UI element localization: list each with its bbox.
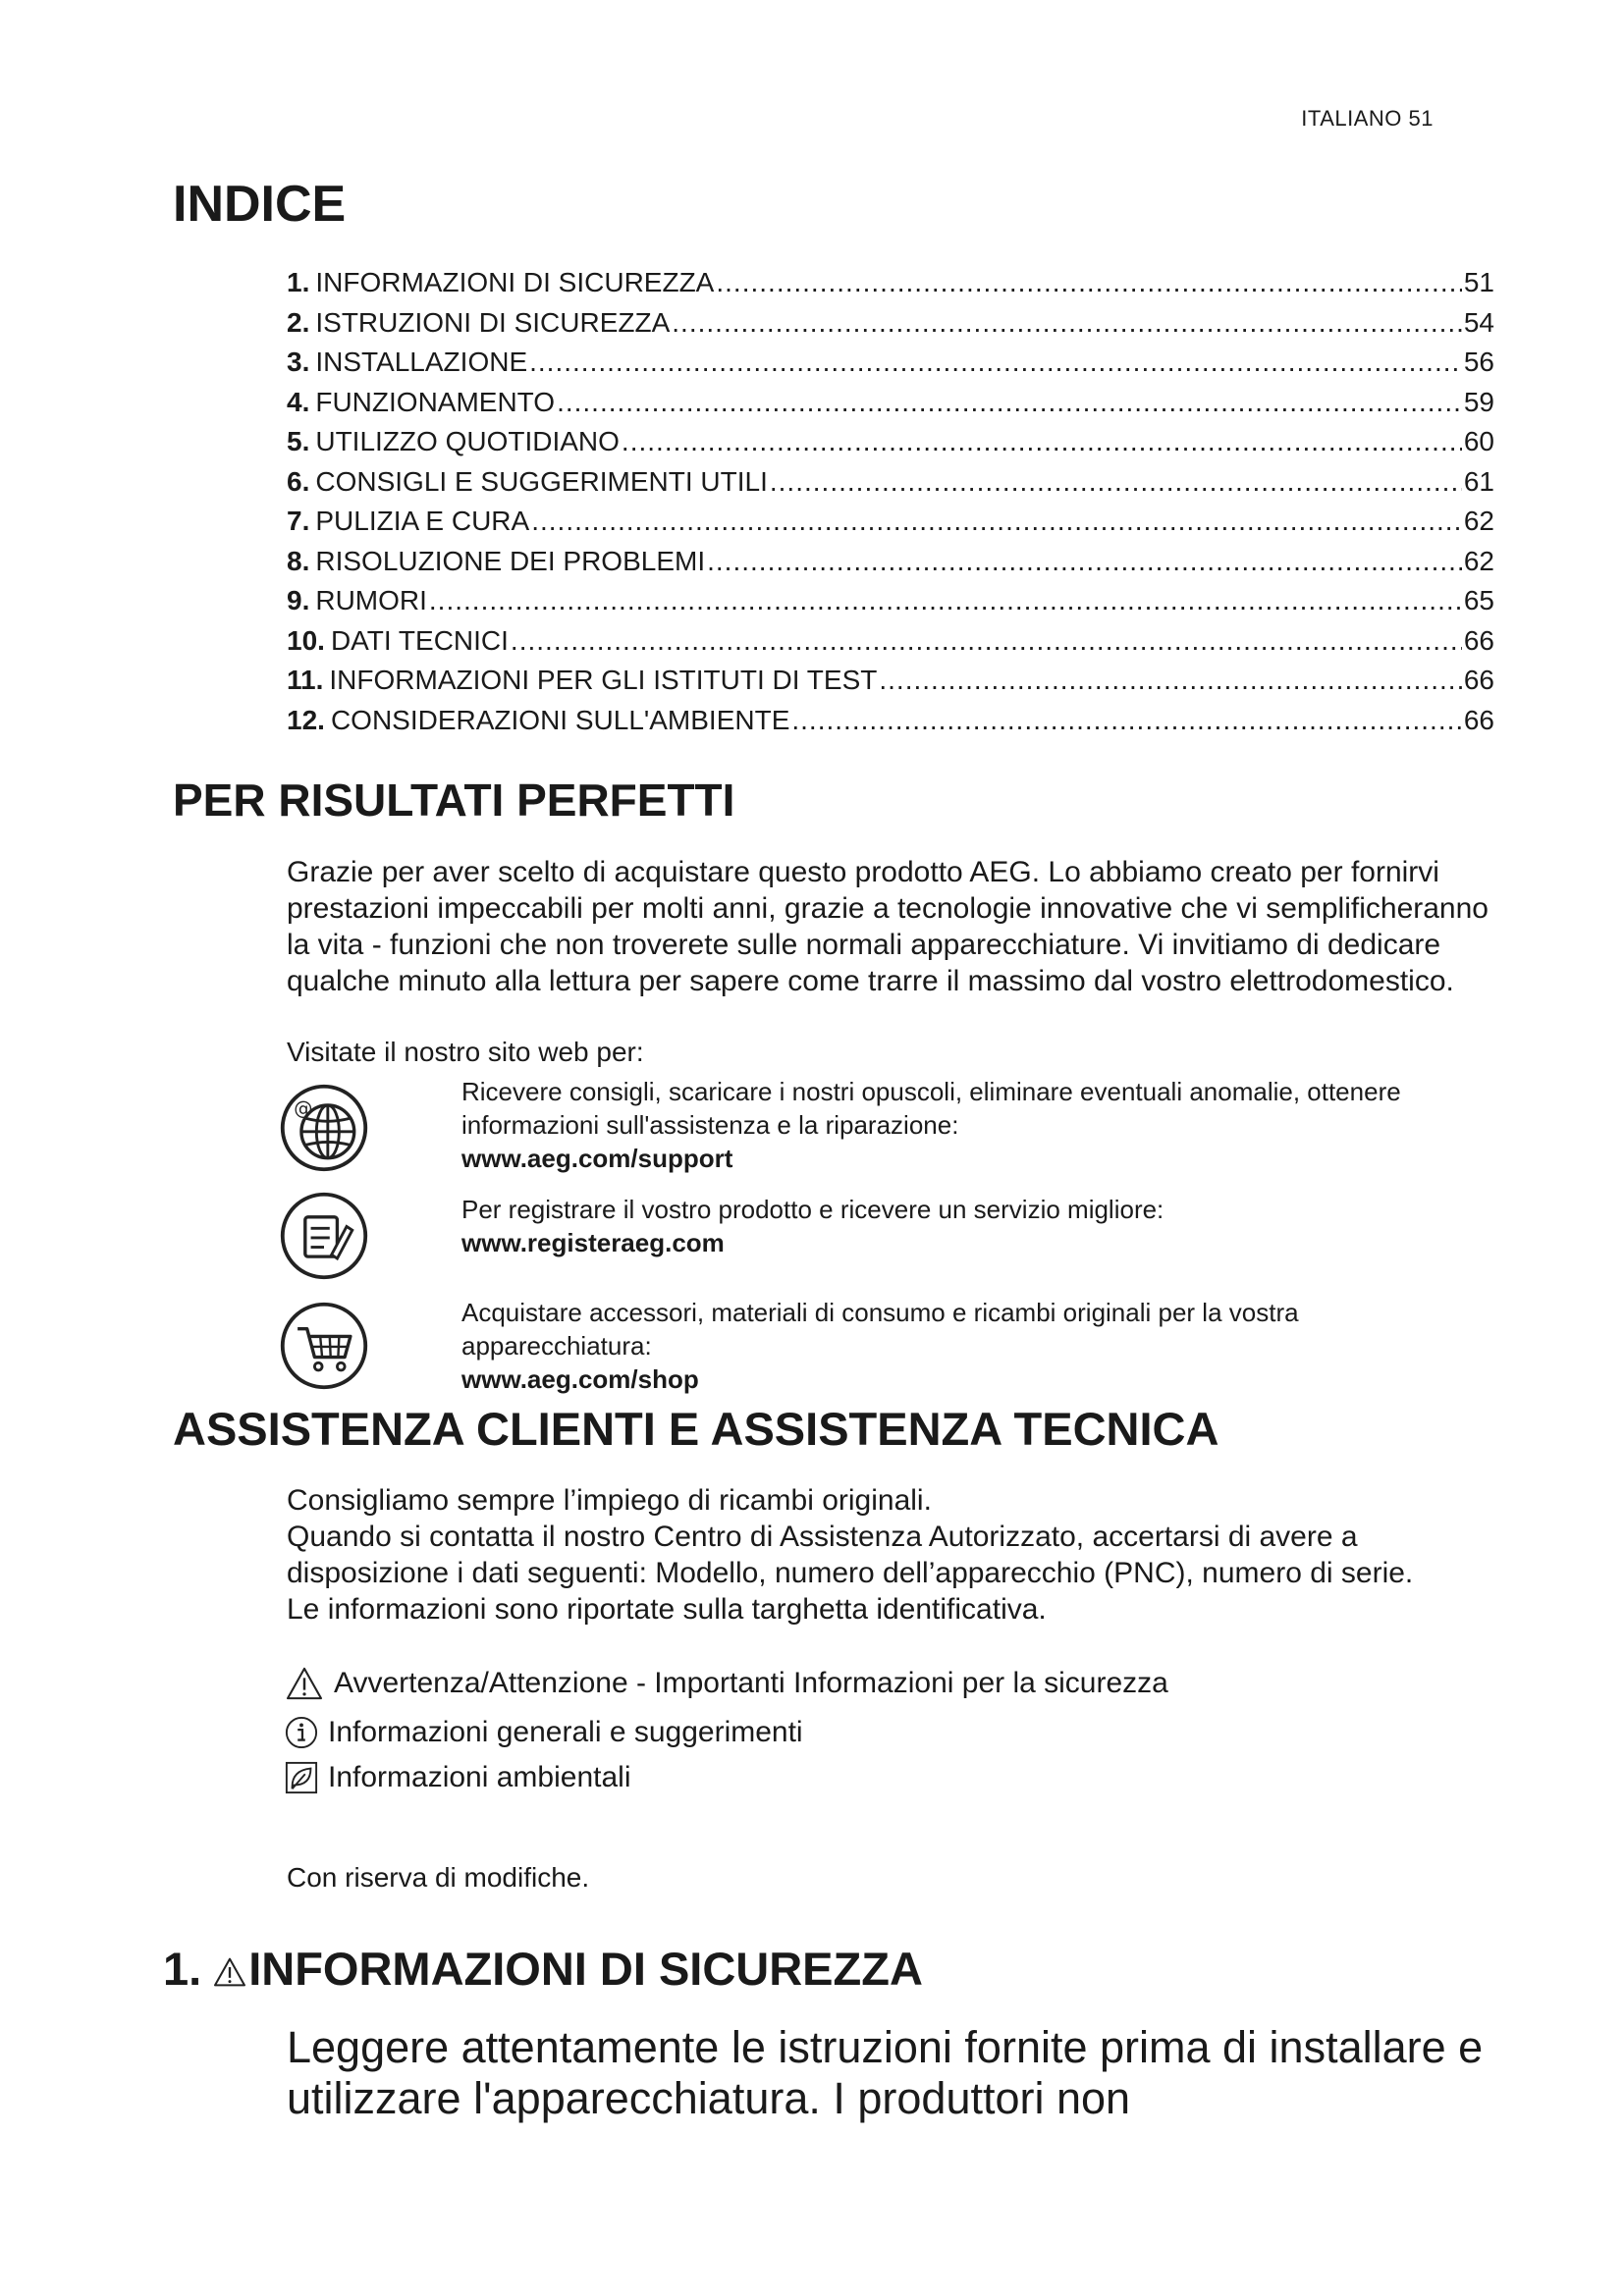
toc-leader: [529, 343, 1462, 383]
toc-leader: [791, 701, 1461, 741]
toc-title: ISTRUZIONI DI SICUREZZA: [315, 306, 671, 338]
toc-leader: [879, 661, 1461, 701]
toc-number: 1.: [287, 267, 310, 297]
toc-title: DATI TECNICI: [330, 624, 509, 656]
warning-icon: [213, 1957, 246, 1987]
results-title: PER RISULTATI PERFETTI: [173, 774, 735, 826]
toc-page: 51: [1463, 267, 1494, 297]
warning-icon: [285, 1667, 324, 1700]
link-text-shop: [461, 1296, 1492, 1396]
toc-title: RUMORI: [315, 585, 427, 615]
leaf-icon: [285, 1761, 318, 1794]
section1-body: Leggere attentamente le istruzioni fornite prima di installare e utilizzare l'apparecchiatura. I produttori non: [287, 2022, 1484, 2123]
toc-number: 3.: [287, 347, 310, 377]
cart-icon: [277, 1299, 371, 1393]
toc-entry[interactable]: [287, 422, 1494, 462]
info-icon: [285, 1716, 318, 1749]
toc-number: 10.: [287, 624, 325, 656]
toc-entry[interactable]: [287, 462, 1494, 503]
toc-number: 2.: [287, 306, 310, 338]
toc-entry[interactable]: [287, 661, 1494, 701]
toc-leader: [511, 621, 1462, 662]
reserve-note: Con riserva di modifiche.: [287, 1862, 590, 1893]
toc-entry[interactable]: [287, 621, 1494, 662]
toc-title: INFORMAZIONI DI SICUREZZA: [315, 267, 715, 297]
table-of-contents: [287, 263, 1494, 740]
toc-title: UTILIZZO QUOTIDIANO: [315, 426, 620, 456]
toc-number: 7.: [287, 506, 310, 536]
toc-leader: [707, 542, 1462, 582]
link-text-support: [461, 1075, 1492, 1175]
toc-page: 66: [1463, 665, 1494, 695]
toc-title: PULIZIA E CURA: [315, 506, 530, 536]
toc-leader: [672, 303, 1462, 344]
assist-body: [287, 1482, 1494, 1628]
section-number: 1.: [163, 1943, 202, 1995]
register-link[interactable]: www.registeraeg.com: [461, 1228, 725, 1257]
assist-paragraph: Quando si contatta il nostro Centro di Assistenza Autorizzato, accertarsi di avere a disposizione i dati seguenti: Modello, numero dell’apparecchio (PNC), numero di serie.: [287, 1521, 1414, 1589]
legend-text: Informazioni generali e suggerimenti: [328, 1716, 803, 1748]
index-title: INDICE: [173, 176, 347, 233]
toc-number: 9.: [287, 585, 310, 615]
toc-entry[interactable]: [287, 383, 1494, 423]
toc-title: CONSIDERAZIONI SULL'AMBIENTE: [330, 704, 790, 735]
legend-environment: [285, 1759, 1463, 1795]
toc-title: CONSIGLI E SUGGERIMENTI UTILI: [315, 465, 768, 497]
toc-number: 6.: [287, 465, 310, 497]
toc-entry[interactable]: [287, 581, 1494, 621]
toc-number: 5.: [287, 426, 310, 456]
assist-paragraph: Consigliamo sempre l’impiego di ricambi originali.: [287, 1484, 932, 1517]
toc-title: INSTALLAZIONE: [315, 347, 528, 377]
toc-leader: [770, 462, 1462, 503]
toc-entry[interactable]: [287, 303, 1494, 344]
toc-page: 65: [1463, 585, 1494, 615]
toc-number: 4.: [287, 386, 310, 417]
toc-leader: [531, 502, 1462, 542]
assist-title: ASSISTENZA CLIENTI E ASSISTENZA TECNICA: [173, 1403, 1219, 1455]
toc-page: 61: [1463, 465, 1494, 497]
legend-warning: [285, 1665, 1463, 1701]
toc-leader: [429, 581, 1462, 621]
legend-text: Avvertenza/Attenzione - Importanti Informazioni per la sicurezza: [334, 1667, 1168, 1699]
support-link[interactable]: www.aeg.com/support: [461, 1144, 733, 1173]
globe-icon: [277, 1081, 371, 1175]
toc-entry[interactable]: [287, 701, 1494, 741]
legend-text: Informazioni ambientali: [328, 1761, 631, 1793]
section-title: INFORMAZIONI DI SICUREZZA: [248, 1943, 923, 1995]
toc-page: 60: [1463, 426, 1494, 456]
results-intro: Grazie per aver scelto di acquistare questo prodotto AEG. Lo abbiamo creato per fornirvi prestazioni impeccabili per molti anni, grazie a tecnologie innovative che vi semplificheranno la vita - funzioni che non troverete sulle normali apparecchiature. Vi invitiamo di dedicare qualche minuto alla lettura per sapere come trarre il massimo dal vostro elettrodomestico.: [287, 856, 1489, 997]
toc-number: 8.: [287, 545, 310, 576]
link-description: Per registrare il vostro prodotto e ricevere un servizio migliore:: [461, 1195, 1164, 1224]
toc-page: 62: [1463, 545, 1494, 576]
toc-leader: [716, 263, 1461, 303]
link-text-register: [461, 1193, 1492, 1259]
results-visit: Visitate il nostro sito web per:: [287, 1037, 644, 1067]
legend-info: [285, 1714, 1463, 1750]
toc-leader: [622, 422, 1462, 462]
shop-link[interactable]: www.aeg.com/shop: [461, 1364, 699, 1394]
section1-heading: [163, 1942, 923, 1996]
link-description: Ricevere consigli, scaricare i nostri opuscoli, eliminare eventuali anomalie, ottenere informazioni sull'assistenza e la riparazione:: [461, 1077, 1401, 1140]
toc-page: 56: [1463, 347, 1494, 377]
link-description: Acquistare accessori, materiali di consumo e ricambi originali per la vostra apparecchiatura:: [461, 1298, 1299, 1361]
toc-title: INFORMAZIONI PER GLI ISTITUTI DI TEST: [329, 665, 878, 695]
register-icon: [277, 1189, 371, 1283]
page-label: ITALIANO 51: [1301, 106, 1434, 131]
toc-title: FUNZIONAMENTO: [315, 386, 556, 417]
toc-entry[interactable]: [287, 502, 1494, 542]
svg-text:@: @: [294, 1096, 313, 1120]
toc-page: 66: [1463, 704, 1494, 735]
toc-entry[interactable]: [287, 343, 1494, 383]
toc-page: 66: [1463, 624, 1494, 656]
toc-page: 54: [1463, 306, 1494, 338]
toc-page: 59: [1463, 386, 1494, 417]
toc-entry[interactable]: [287, 542, 1494, 582]
toc-page: 62: [1463, 506, 1494, 536]
toc-entry[interactable]: [287, 263, 1494, 303]
toc-number: 11.: [287, 665, 324, 695]
assist-paragraph: Le informazioni sono riportate sulla targhetta identificativa.: [287, 1593, 1047, 1626]
toc-number: 12.: [287, 704, 325, 735]
toc-leader: [557, 383, 1462, 423]
toc-title: RISOLUZIONE DEI PROBLEMI: [315, 545, 706, 576]
